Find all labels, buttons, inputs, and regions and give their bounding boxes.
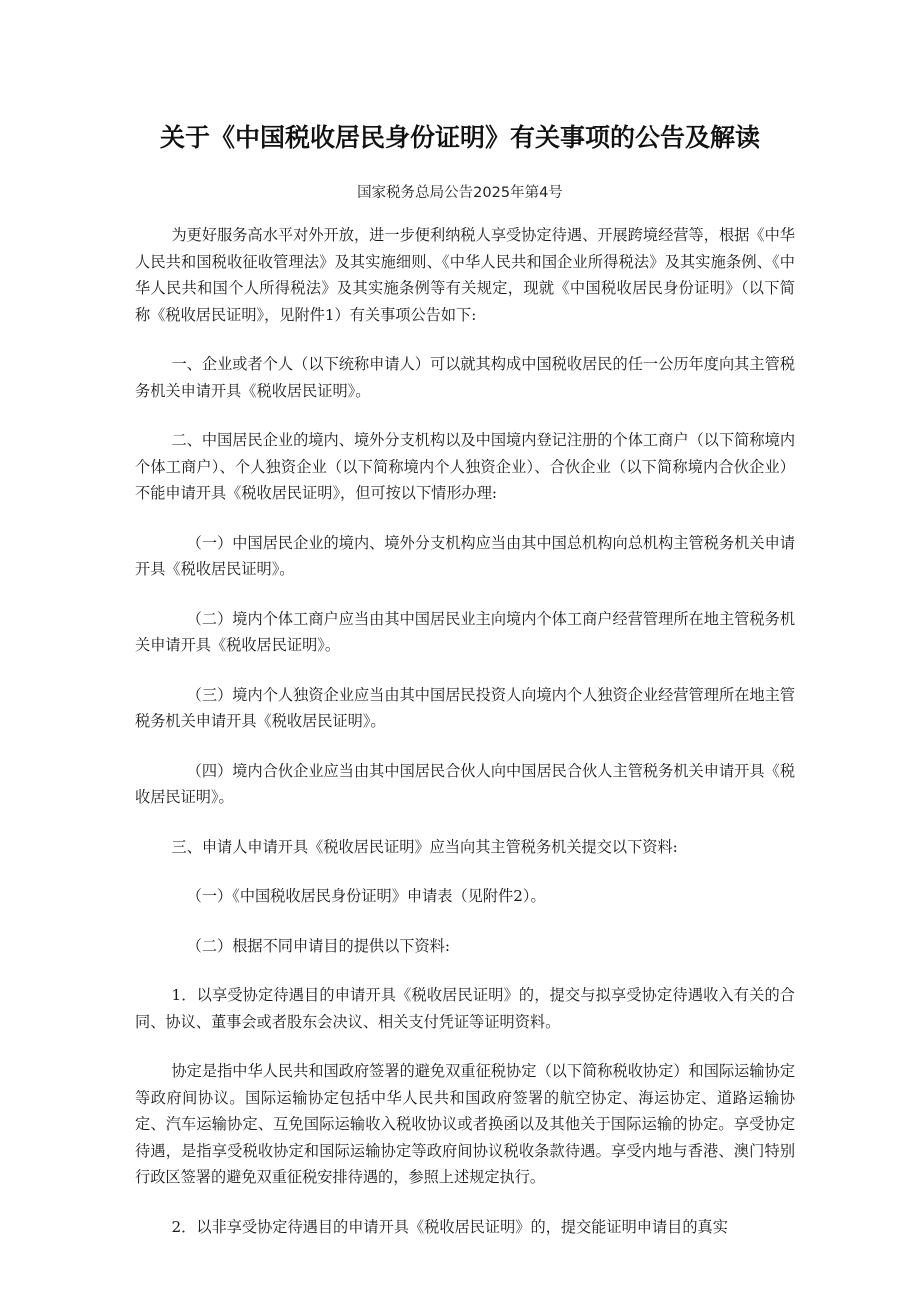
paragraph-intro: 为更好服务高水平对外开放，进一步便利纳税人享受协定待遇、开展跨境经营等，根据《中华人民共和国税收征收管理法》及其实施细则、《中华人民共和国企业所得税法》及其实施条例、《中华人民共和国个人所得税法》及其实施条例等有关规定，现就《中国税收居民身份证明》（以下简称《税收居民证明》，见附件1）有关事项公告如下: bbox=[135, 226, 795, 324]
paragraph-agreement-definition: 协定是指中华人民共和国政府签署的避免双重征税协定（以下简称税收协定）和国际运输协定等政府间协议。国际运输协定包括中华人民共和国政府签署的航空协定、海运协定、道路运输协定、汽车运输协定、互免国际运输收入税收协议或者换函以及其他关于国际运输的协定。享受协定待遇，是指享受税收协定和国际运输协定等政府间协议税收条款待遇。享受内地与香港、澳门特别行政区签署的避免双重征税安排待遇的，参照上述规定执行。 bbox=[135, 1062, 795, 1186]
paragraph-item-3-2-1: 1．以享受协定待遇目的申请开具《税收居民证明》的，提交与拟享受协定待遇收入有关的合同、协议、董事会或者股东会决议、相关支付凭证等证明资料。 bbox=[135, 986, 795, 1031]
paragraph-item-2-2: （二）境内个体工商户应当由其中国居民业主向境内个体工商户经营管理所在地主管税务机关申请开具《税收居民证明》。 bbox=[135, 609, 795, 654]
paragraph-item-2: 二、中国居民企业的境内、境外分支机构以及中国境内登记注册的个体工商户（以下简称境内个体工商户）、个人独资企业（以下简称境内个人独资企业）、合伙企业（以下简称境内合伙企业）不能申请开具《税收居民证明》，但可按以下情形办理: bbox=[135, 431, 795, 502]
paragraph-item-3-2-2: 2．以非享受协定待遇目的申请开具《税收居民证明》的，提交能证明申请目的真实 bbox=[171, 1217, 728, 1236]
paragraph-item-3-1: （一）《中国税收居民身份证明》申请表（见附件2）。 bbox=[186, 887, 546, 905]
document-title: 关于《中国税收居民身份证明》有关事项的公告及解读 bbox=[159, 123, 760, 152]
paragraph-item-1: 一、企业或者个人（以下统称申请人）可以就其构成中国税收居民的任一公历年度向其主管税务机关申请开具《税收居民证明》。 bbox=[135, 355, 795, 400]
document-body bbox=[135, 222, 795, 1263]
paragraph-item-2-4: （四）境内合伙企业应当由其中国居民合伙人向中国居民合伙人主管税务机关申请开具《税收居民证明》。 bbox=[135, 761, 795, 806]
paragraph-item-3-2: （二）根据不同申请目的提供以下资料: bbox=[186, 936, 450, 955]
announcement-number: 国家税务总局公告2025年第4号 bbox=[357, 185, 563, 201]
paragraph-item-3: 三、申请人申请开具《税收居民证明》应当向其主管税务机关提交以下资料: bbox=[171, 837, 678, 856]
paragraph-item-2-1: （一）中国居民企业的境内、境外分支机构应当由其中国总机构向总机构主管税务机关申请开具《税收居民证明》。 bbox=[135, 533, 795, 578]
paragraph-item-2-3: （三）境内个人独资企业应当由其中国居民投资人向境内个人独资企业经营管理所在地主管税务机关申请开具《税收居民证明》。 bbox=[135, 685, 795, 730]
